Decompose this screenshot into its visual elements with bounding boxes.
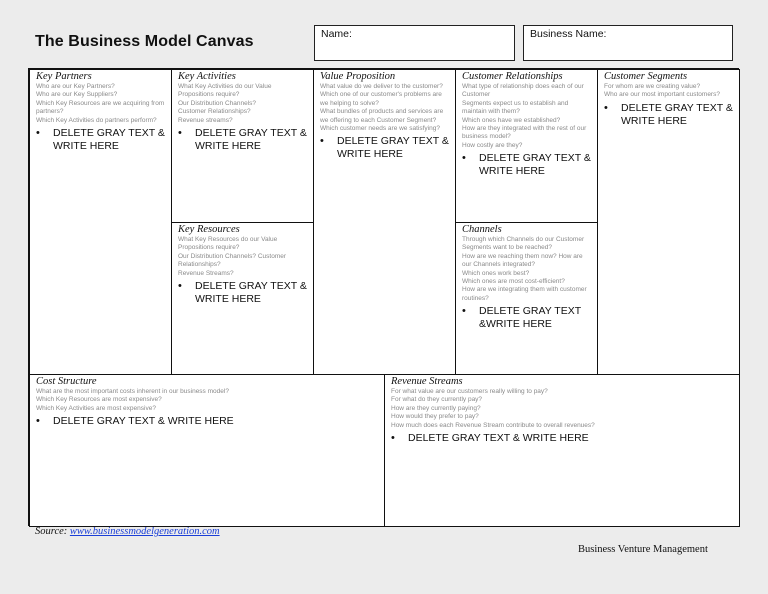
hint-line: Who are our Key Partners? xyxy=(36,83,115,90)
hint-line: Which ones work best? xyxy=(462,269,530,277)
cost-structure-cell[interactable] xyxy=(29,374,385,527)
bullet-item[interactable]: • DELETE GRAY TEXT & WRITE HERE xyxy=(462,152,592,178)
hint-line: What Key Activities do our Value Propositions require? xyxy=(178,83,272,99)
key-resources-cell[interactable] xyxy=(171,222,314,375)
hint-line: Which Key Resources are most expensive? xyxy=(36,396,162,404)
hint-line: Who are our Key Suppliers? xyxy=(36,91,118,99)
hint-line: Segments expect us to establish and maintain with them? xyxy=(462,99,569,116)
hint-line: What value do we deliver to the customer? xyxy=(320,83,443,90)
bullet-item[interactable]: • DELETE GRAY TEXT & WRITE HERE xyxy=(178,280,308,306)
business-name-label: Business Name: xyxy=(530,28,607,40)
hint-line: For what do they currently pay? xyxy=(391,396,483,404)
hint-line: Our Distribution Channels? Customer Relationships? xyxy=(178,252,287,269)
key-resources-title: Key Resources xyxy=(178,224,240,235)
source-citation xyxy=(35,526,220,537)
hint-line: For what value are our customers really willing to pay? xyxy=(391,388,548,395)
hint-line: Which ones have we established? xyxy=(462,116,561,124)
hint-line: Which Key Activities are most expensive? xyxy=(36,404,156,412)
customer-segments-cell[interactable] xyxy=(597,69,740,375)
key-partners-title: Key Partners xyxy=(36,71,92,82)
bullet-item[interactable]: • DELETE GRAY TEXT & WRITE HERE xyxy=(178,127,308,153)
value-proposition-cell[interactable] xyxy=(313,69,456,375)
source-label: Source: xyxy=(35,526,68,537)
hint-line: Revenue streams? xyxy=(178,116,233,124)
bullet-item[interactable]: • DELETE GRAY TEXT & WRITE HERE xyxy=(36,415,379,428)
hint-line: What are the most important costs inherent in our business model? xyxy=(36,388,229,395)
hint-line: How are we reaching them now? How are our Channels integrated? xyxy=(462,252,583,269)
source-link[interactable]: www.businessmodelgeneration.com xyxy=(69,526,220,537)
customer-segments-title: Customer Segments xyxy=(604,71,688,82)
hint-line: Which Key Resources are we acquiring from partners? xyxy=(36,99,165,116)
hint-line: Which customer needs are we satisfying? xyxy=(320,125,440,133)
bullet-item[interactable]: • DELETE GRAY TEXT & WRITE HERE xyxy=(36,127,166,153)
bullet-item[interactable]: • DELETE GRAY TEXT & WRITE HERE xyxy=(320,135,450,161)
bullet-item[interactable]: • DELETE GRAY TEXT & WRITE HERE xyxy=(604,102,734,128)
footer-text: Business Venture Management xyxy=(578,544,708,555)
hint-line: Our Distribution Channels? xyxy=(178,99,257,107)
hint-line: Who are our most important customers? xyxy=(604,91,720,99)
hint-line: Which Key Activities do partners perform? xyxy=(36,116,157,124)
hint-line: How would they prefer to pay? xyxy=(391,413,479,421)
hint-line: What bundles of products and services are we offering to each Customer Segment? xyxy=(320,108,444,124)
bullet-item[interactable]: • DELETE GRAY TEXT & WRITE HERE xyxy=(391,432,734,445)
hint-line: Through which Channels do our Customer Segments want to be reached? xyxy=(462,236,585,252)
hint-line: Which one of our customer's problems are we helping to solve? xyxy=(320,91,442,107)
hint-line: How costly are they? xyxy=(462,141,523,149)
hint-line: How are they integrated with the rest of our business model? xyxy=(462,125,587,141)
channels-title: Channels xyxy=(462,224,502,235)
hint-line: Revenue Streams? xyxy=(178,269,234,277)
business-name-field[interactable] xyxy=(523,25,733,61)
key-partners-cell[interactable] xyxy=(29,69,172,375)
hint-line: How much does each Revenue Stream contribute to overall revenues? xyxy=(391,421,595,429)
key-activities-title: Key Activities xyxy=(178,71,236,82)
hint-line: What Key Resources do our Value Propositions require? xyxy=(178,236,278,252)
revenue-streams-cell[interactable] xyxy=(384,374,740,527)
customer-relationships-cell[interactable] xyxy=(455,69,598,223)
revenue-streams-title: Revenue Streams xyxy=(391,376,463,387)
name-field[interactable] xyxy=(314,25,515,61)
channels-cell[interactable] xyxy=(455,222,598,375)
key-activities-cell[interactable] xyxy=(171,69,314,223)
canvas-grid xyxy=(28,68,739,526)
hint-line: For whom are we creating value? xyxy=(604,83,701,90)
hint-line: How are we integrating them with customer routines? xyxy=(462,286,587,302)
customer-relationships-title: Customer Relationships xyxy=(462,71,563,82)
cost-structure-title: Cost Structure xyxy=(36,376,97,387)
name-label: Name: xyxy=(321,28,352,40)
hint-line: What type of relationship does each of our Customer xyxy=(462,83,584,99)
hint-line: Which ones are most cost-efficient? xyxy=(462,278,565,286)
hint-line: How are they currently paying? xyxy=(391,404,481,412)
hint-line: Customer Relationships? xyxy=(178,108,251,116)
page-title: The Business Model Canvas xyxy=(35,33,254,50)
value-proposition-title: Value Proposition xyxy=(320,71,396,82)
bullet-item[interactable]: • DELETE GRAY TEXT &WRITE HERE xyxy=(462,305,592,331)
